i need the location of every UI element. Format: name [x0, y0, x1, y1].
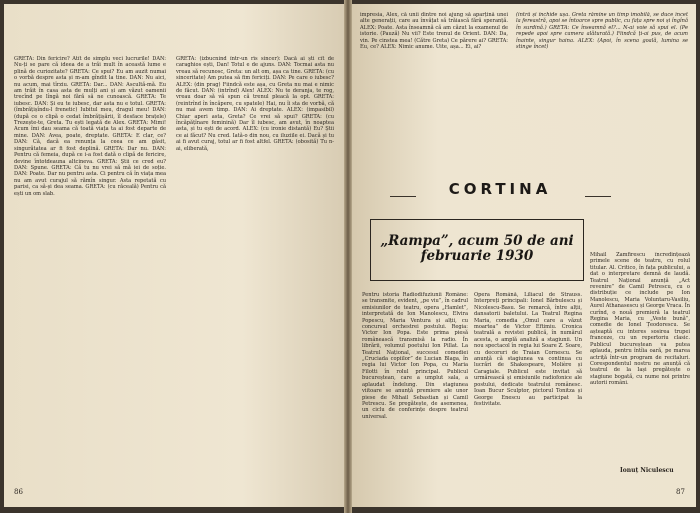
cortina-heading: CORTINA — [448, 180, 552, 198]
right-column-a: Pentru istoria Radiodifuziunii Române: se transmite, evident, „pe viu”, în cadrul emisiunilor de teatru, opera „Hamlet”, interpretată de Ion Manolescu, Elvira Popescu, Maria Ventura și alții, cu concursul orchestrei postului. Regia: Victor Ion Popa. Este prima piesă românească transmisă la radio. În librării, volumul poetului Ion Pillat. La Teatrul Național, succesul comediei „Cruciada copiilor” de Lucian Blaga, în regia lui Victor Ion Popa, cu Maria Filotti în rolul principal. Publicul bucureștean, care a umplut sala, a aplaudat îndelung. Din stagiunea viitoare se anunță premiere ale unor piese de Mihail Sebastian și Camil Petrescu. Se pregătește, de asemenea, un ciclu de conferințe despre teatrul universal. — [362, 292, 468, 420]
article-title: „Rampa”, acum 50 de ani februarie 1930 — [380, 233, 574, 264]
article-title-box — [370, 219, 584, 281]
right-top-column-2: (intră și închide ușa. Greta rămîne un timp imobilă, se duce încet la fereastră, apoi se întoarce spre public, cu fața spre noi și îngînă în surdină.) GRETA: Ce înseamnă el?... N-ai voie să spui el. (Pe repede apoi spre camera alăturată.) Fiindcă ți-ai pus, de acum înainte, singur haina. ALEX: (Apoi, în scena goală, lumina se stinge încet) — [516, 12, 688, 51]
author-signature: Ionuț Niculescu — [620, 467, 674, 474]
gutter — [344, 0, 352, 513]
left-column-2: GRETA: (izbucnind într-un rîs sincer): Dacă ai ști cît de caraghios ești, Dan! Totul e de ajuns. DAN: Tocmai asta nu vreau să recunosc, Greta: un alt om, așa ca tine. GRETA: (cu sinceritate) Am putea să fim fericiți. DAN: Pe care o iubesc? ALEX: (din prag) Fiindcă este așa, cu Greta nu mai e nimic de făcut. DAN: (intrînd) Alex! ALEX: Nu te deranja, te rog, vreau doar să vă spun că trenul pleacă la opt. GRETA: (reintrînd în încăpere, cu spatele) Hai, nu îi sta de vorbă, că nu mai avem timp. DAN: Ai dreptate. ALEX: (impasibil) Chiar aperi asta, Greta? Ce vrei să spui? GRETA: (cu încăpățînare feminină) Dar îl iubesc, am avut, în noaptea asta, și tu ești de acord. ALEX: (cu ironie distantă) Eu? Știi ce ai făcut? Nu cred. Iată-o din nou, cu iluziile ei. Dacă și tu ai fi avut curaj, totul ar fi fost altfel. GRETA: (obosită) Tu n-ai, eliberată, — [176, 56, 334, 152]
left-column-1: GRETA: Din fericire? Atît de simplu veci lucrurile! DAN: Nu-ți se pare că ideea de a trăi mult în această lume e plină de curiozitate? GRETA: Ce spui? Eu am auzit numai o vorbă despre asta și m-am gîndit la tine. DAN: Nu aici, nu acum, mai tîrziu. GRETA: Dar... DAN: Ascultă-mă. Eu am trăit în casa asta de mulți ani și am văzut oamenii trecînd pe lîngă noi fără să ne cunoască. GRETA: Te iubesc. DAN: Și eu te iubesc, dar asta nu e totul. GRETA: (îmbrățișîndu-l frenetic) Iubitul meu, dragul meu! DAN: (după ce o clipă o cedat îmbrățișării, îl desface brațele) Trezește-te, Greta. Tu ești legată de Alex. GRETA: Mimi! Acum îmi dau seama că toată viața ta ai fost departe de mine. DAN: Avea, poate, dreptate. GRETA: E clar, ce? DAN: Că, dacă ea renunța la ceea ce am găsit, singurătatea ar fi fost deplină. GRETA: Dar nu. DAN: Pentru că femeia, după ce i-a fost dată o clipă de fericire, devine întotdeauna altcineva. GRETA: Știi ce cred eu? DAN: Spune. GRETA: Că tu nu vrei să mă iei de soție. DAN: Poate. Dar nu pentru asta. Ci pentru că în viața mea nu am avut curajul să rămîn singur. Asta repetată cu parisi, ca să-și dea seama. GRETA: (cu răceală) Pentru că ești un om slab. — [14, 56, 166, 197]
cortina-rule-right — [585, 196, 611, 197]
right-column-c: Mihail Zamfirescu încredințează primele scene de teatru, cu rolul titular. Al. Critico, în fața publicului, a dat o interpretare demnă de laudă. Teatrul Național anunță „Act revenire” de Camil Petrescu, cu o distribuție ce include pe Ion Manolescu, Maria Voluntaru-Vasiliu, Aurel Athanasescu și George Vraca. În curînd, o nouă premieră la teatrul Regina Maria, cu „Veste bună”, comedie de Ionel Țeodorescu. Se așteaptă cu interes sosirea trupei franceze, cu un repertoriu clasic. Publicul bucureștean va putea aplauda, pentru întîia oară, pe marea actriță într-un program de recitaluri. Corespondentul nostru ne anunță că teatrul de la Iași pregătește o stagiune bogată, cu nume noi printre autorii români. — [590, 252, 690, 387]
left-page — [4, 4, 344, 507]
right-top-column-1: impresia, Alex, că unii dintre noi ajung să aparțină unei alte generații, care au învățat să trăiască fără speranță. ALEX: Poate. Asta înseamnă că am căzut la examenul de istorie. (Pauză) Nu vii? Este trenul de Orient. DAN: Da, vin. Pe cinstea mea! (Către Greta) Ce părere ai? GRETA: Eu, ce? ALEX: Nimic anume. Uite, așa... Ei, ai? — [360, 12, 508, 51]
page-number-left: 86 — [14, 488, 23, 496]
cortina-rule-left — [390, 196, 416, 197]
right-column-b: Opera Română, Liliacul de Strauss. Interpreți principali: Ionel Bărbulescu și Nicolescu-Basu. Se remarcă, între alții, dansatorii baletului. La Teatrul Regina Maria, comedia „Omul care a văzut moartea” de Victor Eftimiu. Cronica teatrală a revistei publică, în numărul acesta, o amplă analiză a stagiunii. Un nou spectacol în regia lui Soare Z. Soare, cu decoruri de Traian Cornescu. Se anunță că stagiunea va continua cu lucrări de Shakespeare, Molière și Caragiale. Publicul este invitat să urmărească și emisiunile radiofonice ale postului, dedicate teatrului românesc. Ioan Bucur Sculptor, pictorul Tonitza și George Enescu au participat la festivitate. — [474, 292, 582, 407]
page-number-right: 87 — [676, 488, 685, 496]
